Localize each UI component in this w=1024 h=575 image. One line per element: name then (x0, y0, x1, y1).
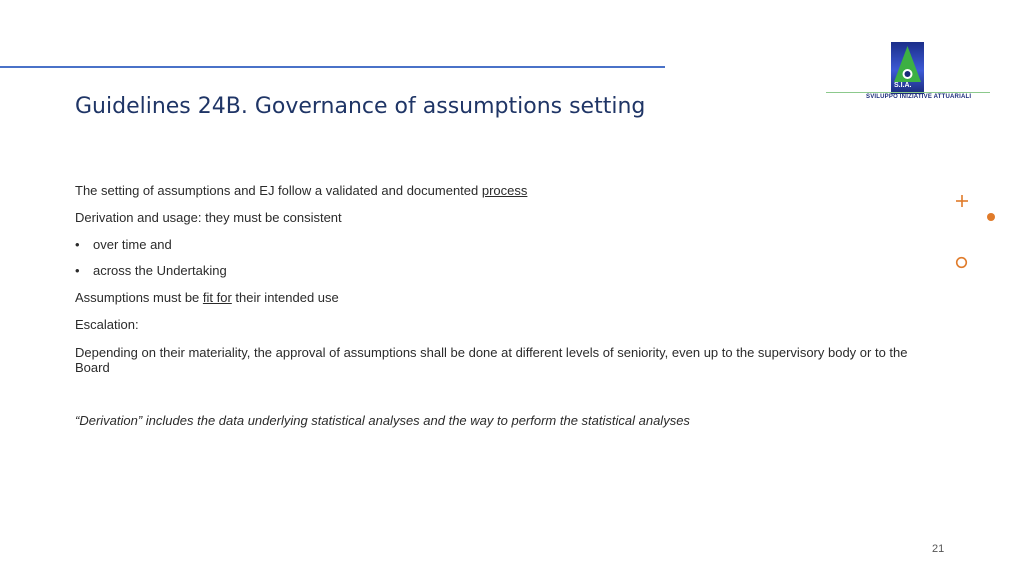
paragraph-fit-for (75, 290, 941, 305)
process-link: process (481, 183, 528, 198)
paragraph-escalation: Escalation: (75, 317, 139, 332)
paragraph-process (75, 183, 941, 198)
paragraph-derivation: Derivation and usage: they must be consistent (75, 210, 342, 225)
ring-icon (955, 256, 968, 269)
bullet-marker: • (75, 237, 80, 252)
logo-initials: S.I.A. (894, 82, 912, 89)
bullet-marker: • (75, 263, 80, 278)
page-number: 21 (932, 543, 945, 555)
dot-icon (986, 212, 996, 222)
paragraph-process-text: The setting of assumptions and EJ follow a validated and documented (75, 183, 482, 198)
bullet-item (75, 263, 941, 278)
slide-title: Guidelines 24B. Governance of assumptions setting (75, 94, 646, 119)
plus-icon (955, 194, 969, 208)
derivation-note: “Derivation” includes the data underlying statistical analyses and the way to perform the statistical analyses (75, 413, 690, 428)
bullet-text: across the Undertaking (93, 263, 227, 278)
paragraph-fit-text-end: their intended use (231, 290, 339, 305)
bullet-item (75, 237, 941, 252)
company-logo (826, 42, 990, 112)
logo-underline (826, 92, 990, 93)
paragraph-materiality: Depending on their materiality, the approval of assumptions shall be done at different levels of seniority, even up to the supervisory body or to the Board (75, 345, 908, 375)
logo-text: SVILUPPO INIZIATIVE ATTUARIALI (866, 94, 972, 100)
bullet-text: over time and (93, 237, 172, 252)
fit-for-link: fit for (202, 290, 232, 305)
header-rule (0, 66, 665, 68)
paragraph-fit-text: Assumptions must be (75, 290, 203, 305)
